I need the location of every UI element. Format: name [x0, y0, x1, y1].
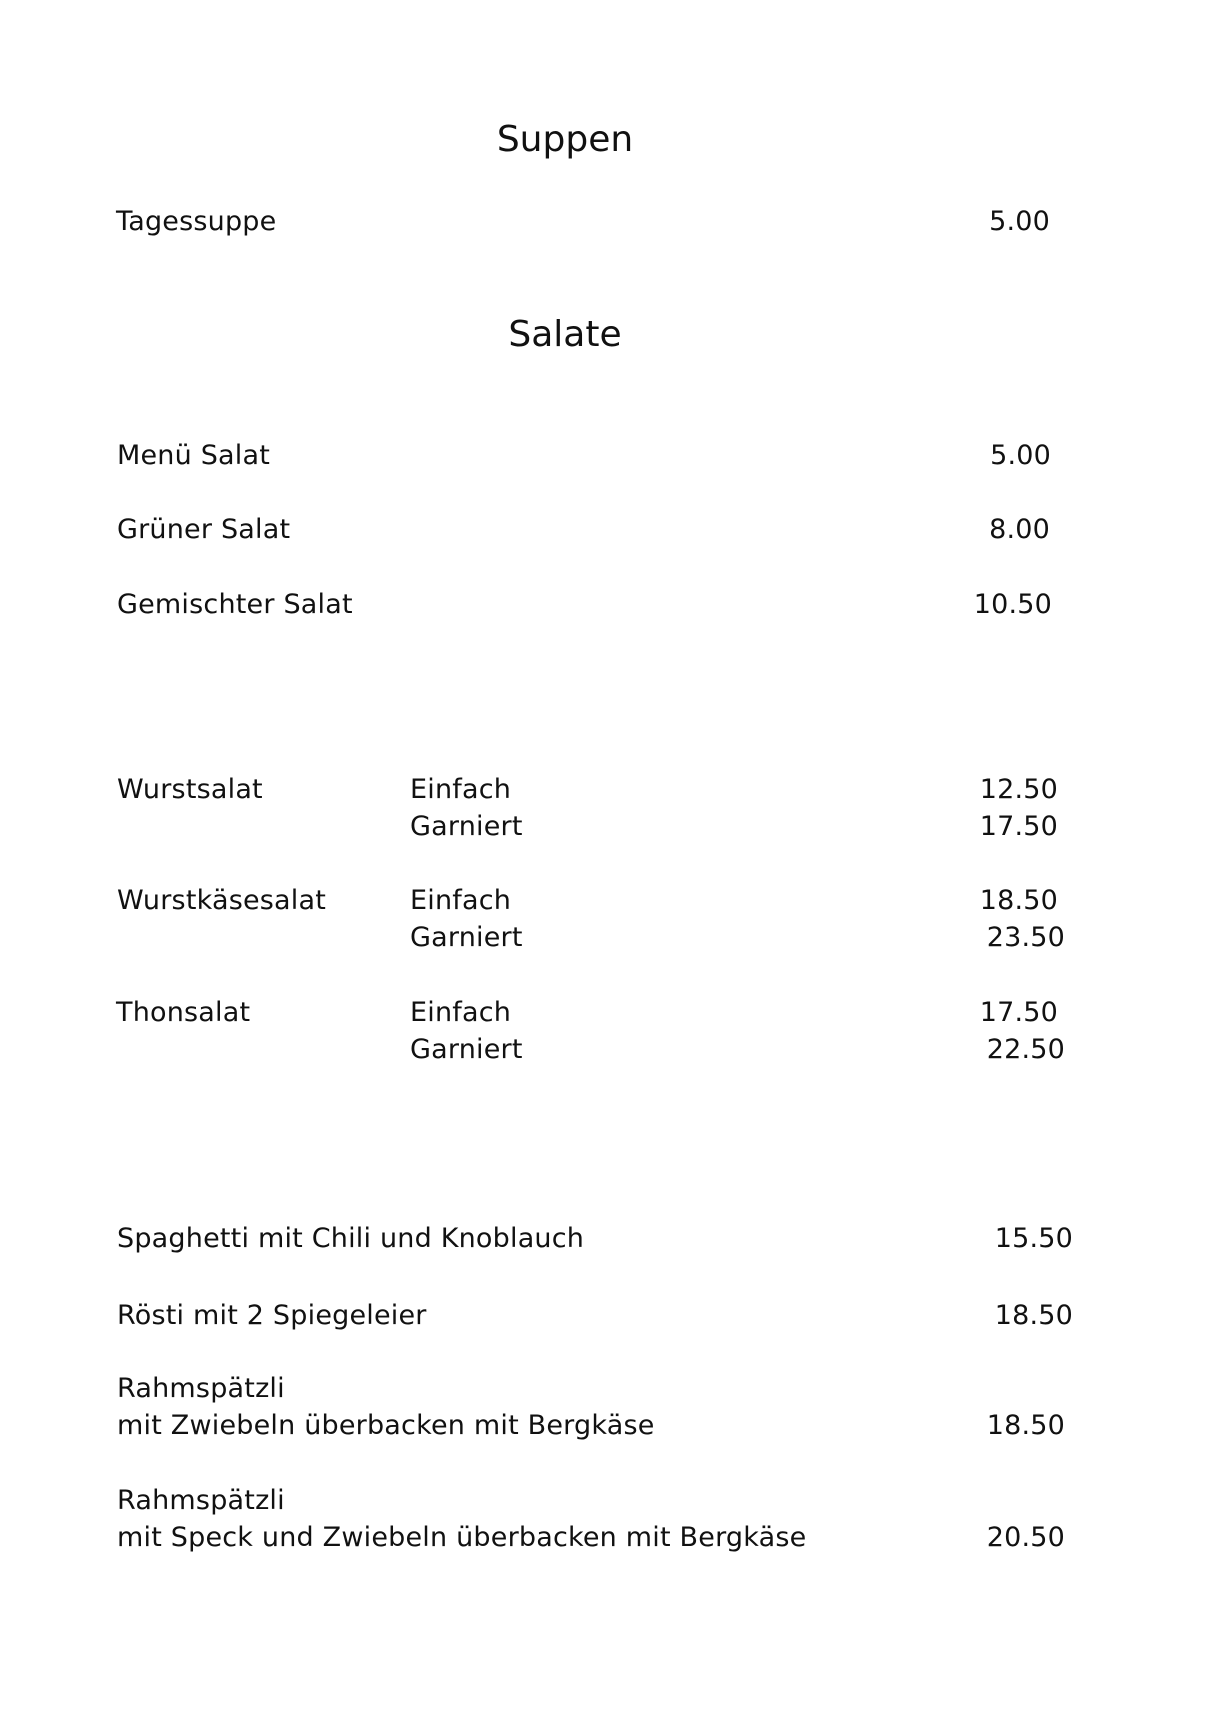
- menu-item-subline: mit Zwiebeln überbacken mit Bergkäse: [117, 1410, 655, 1441]
- variant-price: 17.50: [979, 997, 1058, 1028]
- menu-item-price: 18.50: [986, 1410, 1065, 1441]
- menu-item-price: 15.50: [994, 1223, 1073, 1254]
- menu-item-name: Rahmspätzli: [117, 1485, 285, 1516]
- variant-label: Einfach: [410, 774, 512, 805]
- variant-label: Einfach: [410, 997, 512, 1028]
- section-title-suppen: Suppen: [496, 119, 634, 160]
- variant-label: Garniert: [410, 811, 523, 842]
- menu-item-price: 10.50: [973, 589, 1052, 620]
- menu-item-price: 8.00: [989, 514, 1050, 545]
- menu-item-name: Gemischter Salat: [117, 589, 353, 620]
- menu-item-name: Grüner Salat: [117, 514, 291, 545]
- menu-item-name: Tagessuppe: [116, 206, 277, 237]
- menu-item-name: Spaghetti mit Chili und Knoblauch: [117, 1223, 585, 1254]
- variant-price: 22.50: [986, 1034, 1065, 1065]
- menu-item-name: Wurstsalat: [117, 774, 263, 805]
- menu-item-price: 18.50: [994, 1300, 1073, 1331]
- variant-label: Einfach: [410, 885, 512, 916]
- variant-price: 17.50: [979, 811, 1058, 842]
- variant-price: 23.50: [986, 922, 1065, 953]
- menu-item-subline: mit Speck und Zwiebeln überbacken mit Bergkäse: [117, 1522, 807, 1553]
- menu-item-name: Menü Salat: [117, 440, 271, 471]
- menu-item-name: Wurstkäsesalat: [117, 885, 327, 916]
- menu-item-price: 20.50: [986, 1522, 1065, 1553]
- menu-item-name: Rösti mit 2 Spiegeleier: [117, 1300, 427, 1331]
- variant-label: Garniert: [410, 1034, 523, 1065]
- menu-item-price: 5.00: [989, 206, 1050, 237]
- menu-item-price: 5.00: [990, 440, 1051, 471]
- section-title-salate: Salate: [508, 314, 622, 355]
- variant-label: Garniert: [410, 922, 523, 953]
- menu-item-name: Rahmspätzli: [117, 1373, 285, 1404]
- variant-price: 18.50: [979, 885, 1058, 916]
- variant-price: 12.50: [979, 774, 1058, 805]
- menu-item-name: Thonsalat: [116, 997, 251, 1028]
